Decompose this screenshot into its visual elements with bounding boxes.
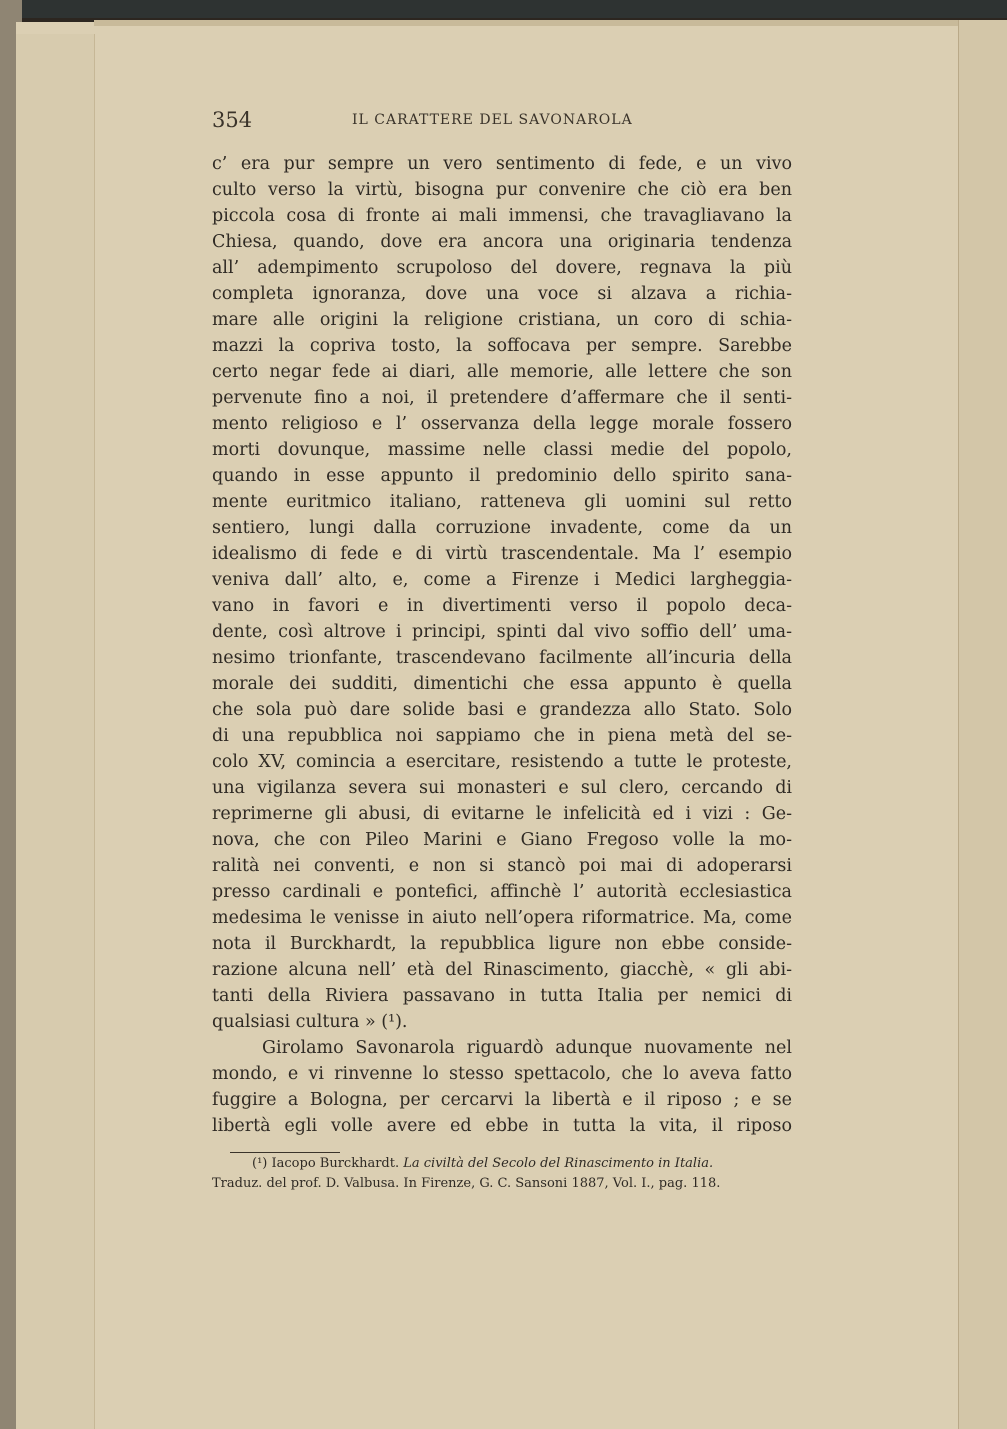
text-line: completa ignoranza, dove una voce si alzava a richia-	[212, 284, 792, 304]
text-line: idealismo di fede e di virtù trascendentale. Ma l’ esempio	[212, 544, 792, 564]
text-line: mente euritmico italiano, ratteneva gli uomini sul retto	[212, 492, 792, 512]
footnote-author: Iacopo Burckhardt.	[271, 1156, 400, 1171]
text-line: una vigilanza severa sui monasteri e sul clero, cercando di	[212, 778, 792, 798]
text-line: razione alcuna nell’ età del Rinascimento, giacchè, « gli abi-	[212, 960, 792, 980]
text-line: nesimo trionfante, trascendevano facilmente all’incuria della	[212, 648, 792, 668]
text-line: presso cardinali e pontefici, affinchè l’ autorità ecclesiastica	[212, 882, 792, 902]
text-line: pervenute fino a noi, il pretendere d’affermare che il senti-	[212, 388, 792, 408]
footnote	[212, 1154, 797, 1194]
text-line: di una repubblica noi sappiamo che in piena metà del se-	[212, 726, 792, 746]
text-line: sentiero, lungi dalla corruzione invadente, come da un	[212, 518, 792, 538]
text-line: libertà egli volle avere ed ebbe in tutta la vita, il riposo	[212, 1116, 792, 1136]
running-header	[212, 108, 802, 138]
text-line: mondo, e vi rinvenne lo stesso spettacolo, che lo aveva fatto	[212, 1064, 792, 1084]
text-line: certo negar fede ai diari, alle memorie, alle lettere che son	[212, 362, 792, 382]
text-line: mare alle origini la religione cristiana, un coro di schia-	[212, 310, 792, 330]
text-line: medesima le venisse in aiuto nell’opera riformatrice. Ma, come	[212, 908, 792, 928]
footnote-title: La civiltà del Secolo del Rinascimento in Italia.	[403, 1156, 714, 1171]
text-line: fuggire a Bologna, per cercarvi la libertà e il riposo ; e se	[212, 1090, 792, 1110]
text-line: mento religioso e l’ osservanza della legge morale fossero	[212, 414, 792, 434]
text-line: che sola può dare solide basi e grandezza allo Stato. Solo	[212, 700, 792, 720]
text-line: Chiesa, quando, dove era ancora una originaria tendenza	[212, 232, 792, 252]
footnote-marker: (¹)	[252, 1156, 268, 1171]
footnote-line	[212, 1154, 797, 1174]
scan-top-border	[0, 0, 1007, 18]
page-top-edge	[94, 20, 958, 26]
page-left-margin-strip	[16, 34, 95, 1429]
text-line: quando in esse appunto il predominio dello spirito sana-	[212, 466, 792, 486]
text-line: Girolamo Savonarola riguardò adunque nuovamente nel	[262, 1038, 792, 1058]
text-line: vano in favori e in divertimenti verso il popolo deca-	[212, 596, 792, 616]
body-text	[212, 151, 792, 1139]
text-line: c’ era pur sempre un vero sentimento di fede, e un vivo	[212, 154, 792, 174]
text-line: all’ adempimento scrupoloso del dovere, regnava la più	[212, 258, 792, 278]
text-line: veniva dall’ alto, e, come a Firenze i Medici largheggia-	[212, 570, 792, 590]
text-line: nova, che con Pileo Marini e Giano Fregoso volle la mo-	[212, 830, 792, 850]
text-line: dente, così altrove i principi, spinti dal vivo soffio dell’ uma-	[212, 622, 792, 642]
text-line: ralità nei conventi, e non si stancò poi mai di adoperarsi	[212, 856, 792, 876]
footnote-details: Traduz. del prof. D. Valbusa. In Firenze, G. C. Sansoni 1887, Vol. I., pag. 118.	[212, 1176, 721, 1191]
text-line: morti dovunque, massime nelle classi medie del popolo,	[212, 440, 792, 460]
footnote-rule	[230, 1152, 340, 1153]
text-line: qualsiasi cultura » (¹).	[212, 1012, 408, 1032]
text-line: tanti della Riviera passavano in tutta Italia per nemici di	[212, 986, 792, 1006]
text-line: colo XV, comincia a esercitare, resistendo a tutte le proteste,	[212, 752, 792, 772]
text-line: culto verso la virtù, bisogna pur convenire che ciò era ben	[212, 180, 792, 200]
page-number: 354	[212, 108, 253, 132]
text-line: reprimerne gli abusi, di evitarne le infelicità ed i vizi : Ge-	[212, 804, 792, 824]
text-line: mazzi la copriva tosto, la soffocava per sempre. Sarebbe	[212, 336, 792, 356]
page-right-edge-strip	[958, 20, 1007, 1429]
text-line: piccola cosa di fronte ai mali immensi, che travagliavano la	[212, 206, 792, 226]
running-title: IL CARATTERE DEL SAVONAROLA	[352, 112, 633, 128]
text-line: nota il Burckhardt, la repubblica ligure non ebbe conside-	[212, 934, 792, 954]
text-line: morale dei sudditi, dimentichi che essa appunto è quella	[212, 674, 792, 694]
